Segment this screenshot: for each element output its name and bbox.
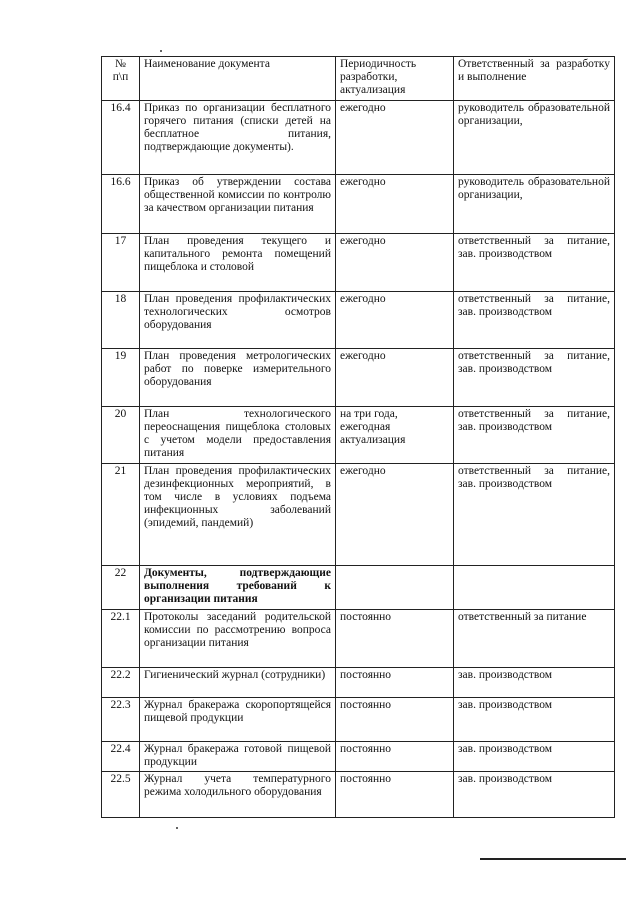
- row-responsible: ответственный за питание, зав. производством: [454, 234, 615, 292]
- row-period: ежегодно: [336, 101, 454, 175]
- row-name: План проведения профилактических технологических осмотров оборудования: [140, 292, 336, 349]
- row-name: Документы, подтверждающие выполнения требований к организации питания: [140, 566, 336, 610]
- row-responsible: руководитель образовательной организации,: [454, 175, 615, 234]
- row-num: 21: [102, 464, 140, 566]
- row-num: 20: [102, 407, 140, 464]
- header-responsible: Ответственный за разработку и выполнение: [454, 57, 615, 101]
- row-name: Гигиенический журнал (сотрудники): [140, 668, 336, 698]
- table-row: [102, 101, 615, 175]
- row-name: Журнал бракеража готовой пищевой продукции: [140, 742, 336, 772]
- row-responsible: ответственный за питание, зав. производством: [454, 292, 615, 349]
- row-num: 16.6: [102, 175, 140, 234]
- row-num: 22.1: [102, 610, 140, 668]
- row-period: ежегодно: [336, 464, 454, 566]
- row-period: постоянно: [336, 742, 454, 772]
- row-name: Журнал учета температурного режима холодильного оборудования: [140, 772, 336, 818]
- scan-speck: [176, 827, 178, 829]
- row-name: Приказ об утверждении состава общественной комиссии по контролю за качеством организации питания: [140, 175, 336, 234]
- row-name: Протоколы заседаний родительской комиссии по рассмотрению вопроса организации питания: [140, 610, 336, 668]
- table-row: [102, 610, 615, 668]
- table-row: [102, 292, 615, 349]
- row-period: ежегодно: [336, 292, 454, 349]
- row-period: ежегодно: [336, 175, 454, 234]
- row-name: Приказ по организации бесплатного горячего питания (списки детей на бесплатное питания, подтверждающие документы).: [140, 101, 336, 175]
- row-period: постоянно: [336, 772, 454, 818]
- row-responsible: зав. производством: [454, 772, 615, 818]
- row-responsible: ответственный за питание: [454, 610, 615, 668]
- table-row: [102, 742, 615, 772]
- row-num: 17: [102, 234, 140, 292]
- table-row: [102, 698, 615, 742]
- row-responsible: зав. производством: [454, 668, 615, 698]
- header-name: Наименование документа: [140, 57, 336, 101]
- row-name: Журнал бракеража скоропортящейся пищевой продукции: [140, 698, 336, 742]
- table-header-row: [102, 57, 615, 101]
- row-num: 19: [102, 349, 140, 407]
- header-period: Периодичность разработки, актуализация: [336, 57, 454, 101]
- row-name: План проведения текущего и капитального ремонта помещений пищеблока и столовой: [140, 234, 336, 292]
- row-period: постоянно: [336, 698, 454, 742]
- row-name: План проведения метрологических работ по поверке измерительного оборудования: [140, 349, 336, 407]
- table-row: [102, 234, 615, 292]
- row-num: 16.4: [102, 101, 140, 175]
- table-row: [102, 175, 615, 234]
- row-period: ежегодно: [336, 349, 454, 407]
- table-row-section: [102, 566, 615, 610]
- table-row: [102, 668, 615, 698]
- scan-speck: [160, 50, 162, 52]
- table-row: [102, 772, 615, 818]
- document-table: [101, 56, 615, 818]
- row-period: ежегодно: [336, 234, 454, 292]
- row-num: 22.5: [102, 772, 140, 818]
- row-period: на три года, ежегодная актуализация: [336, 407, 454, 464]
- row-name: План технологического переоснащения пищеблока столовых с учетом модели предоставления питания: [140, 407, 336, 464]
- row-num: 22.2: [102, 668, 140, 698]
- table-row: [102, 407, 615, 464]
- row-num: 22: [102, 566, 140, 610]
- row-responsible: руководитель образовательной организации,: [454, 101, 615, 175]
- row-responsible: зав. производством: [454, 698, 615, 742]
- row-period: постоянно: [336, 610, 454, 668]
- row-period: постоянно: [336, 668, 454, 698]
- header-num: № п\п: [102, 57, 140, 101]
- row-name: План проведения профилактических дезинфекционных мероприятий, в том числе в условиях подъема инфекционных заболеваний (эпидемий, пандемий): [140, 464, 336, 566]
- table-row: [102, 464, 615, 566]
- row-num: 22.3: [102, 698, 140, 742]
- row-responsible: [454, 566, 615, 610]
- row-num: 22.4: [102, 742, 140, 772]
- row-period: [336, 566, 454, 610]
- row-num: 18: [102, 292, 140, 349]
- row-responsible: ответственный за питание, зав. производством: [454, 349, 615, 407]
- row-responsible: ответственный за питание, зав. производством: [454, 407, 615, 464]
- row-responsible: ответственный за питание, зав. производством: [454, 464, 615, 566]
- footer-divider: [480, 858, 626, 860]
- row-responsible: зав. производством: [454, 742, 615, 772]
- table-row: [102, 349, 615, 407]
